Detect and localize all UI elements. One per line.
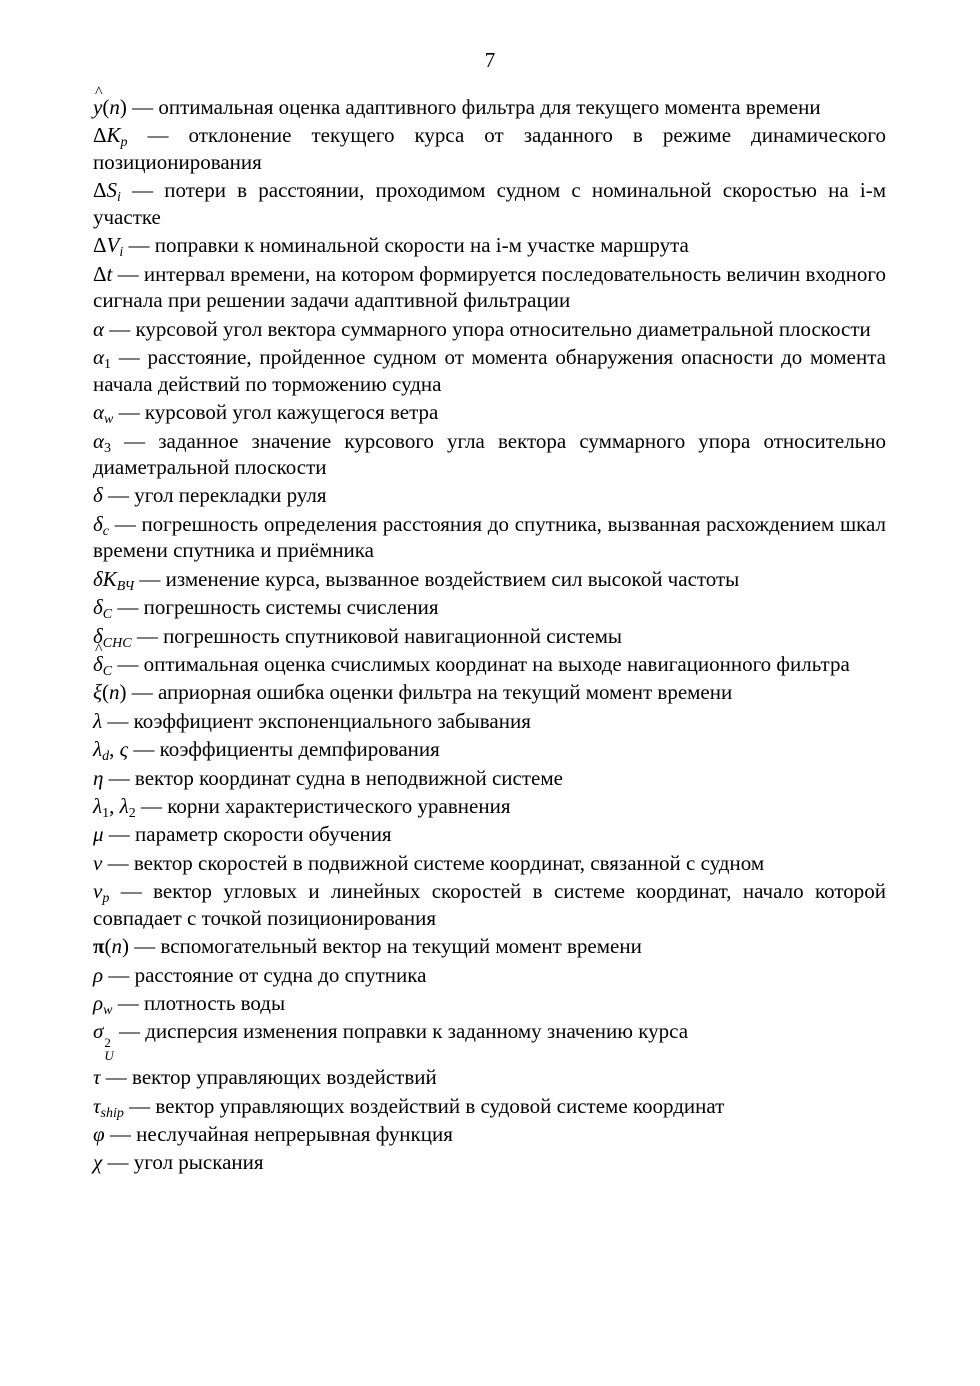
glossary-entry-delta-c — [93, 511, 886, 564]
glossary-entry-mu — [93, 821, 886, 848]
entry-definition: — отклонение текущего курса от заданного в режиме динамического позиционирования — [93, 123, 886, 174]
entry-definition: — априорная ошибка оценки фильтра на текущий момент времени — [126, 680, 733, 705]
entry-definition: — вектор управляющих воздействий — [100, 1065, 437, 1090]
entry-definition: — погрешность спутниковой навигационной системы — [131, 623, 622, 648]
glossary-entry-delta-t — [93, 261, 886, 314]
entry-definition: — интервал времени, на котором формируется последовательность величин входного сигнала при решении задачи адаптивной фильтрации — [93, 261, 886, 313]
glossary-entry-delta-sns — [93, 623, 886, 650]
entry-symbol: $\delta_C$ — [93, 595, 113, 623]
entry-definition: — курсовой угол кажущегося ветра — [113, 400, 439, 425]
entry-symbol: $\delta_c$ — [93, 511, 109, 539]
entry-symbol: χ — [93, 1150, 103, 1175]
entry-definition: — плотность воды — [112, 990, 286, 1015]
entry-definition: — коэффициент экспоненциального забывания — [102, 708, 531, 733]
entry-symbol: $\Delta K_p$ — [93, 123, 128, 151]
entry-symbol: τ — [93, 1065, 101, 1090]
glossary-entry-eta — [93, 765, 886, 792]
entry-symbol: α — [93, 316, 105, 341]
glossary-entry-delta-c-hat — [93, 651, 886, 678]
entry-symbol: $\Delta S_i$ — [93, 178, 121, 206]
entry-definition: — вспомогательный вектор на текущий момент времени — [129, 934, 642, 959]
entry-symbol: $\lambda_d$, ς — [93, 737, 129, 765]
entry-symbol: $\delta K_{ВЧ}$ — [93, 566, 135, 594]
glossary-entry-nu-p — [93, 878, 886, 931]
glossary-entry-nu — [93, 850, 886, 877]
glossary-entry-rho — [93, 962, 886, 989]
entry-symbol: η — [93, 765, 104, 790]
entry-symbol: μ — [93, 822, 104, 847]
entry-definition: — коэффициенты демпфирования — [128, 737, 440, 762]
entry-symbol: ν — [93, 850, 103, 875]
entry-symbol: ξ(n) — [93, 680, 127, 705]
entry-symbol: ^ $\delta_C$ — [93, 652, 112, 676]
glossary-entry-delta — [93, 482, 886, 509]
entry-symbol: $\delta_{СНС}$ — [93, 623, 132, 651]
entry-symbol: $\Delta V_i$ — [93, 233, 124, 261]
glossary-entry-alpha-3 — [93, 428, 886, 481]
entry-symbol: $\alpha_w$ — [93, 400, 114, 428]
glossary-entry-lambda-d — [93, 736, 886, 763]
entry-definition: — вектор скоростей в подвижной системе координат, связанной с судном — [102, 850, 765, 875]
glossary-entry-alpha — [93, 316, 886, 343]
entry-definition: — поправки к номинальной скорости на i-м участке маршрута — [123, 233, 689, 258]
entry-symbol: π(n) — [93, 934, 130, 959]
glossary-entry-pi — [93, 933, 886, 960]
entry-symbol: $\nu_p$ — [93, 879, 110, 907]
glossary-entry-lambda-roots — [93, 793, 886, 820]
entry-definition: — вектор угловых и линейных скоростей в системе координат, начало которой совпадает с точкой позиционирования — [93, 879, 886, 930]
page-number: 7 — [484, 48, 496, 72]
glossary-entry-alpha-w — [93, 399, 886, 426]
entry-symbol: ^ y(n) — [93, 95, 127, 119]
entry-definition: — погрешность определения расстояния до спутника, вызванная расхождением шкал времени спутника и приёмника — [93, 511, 886, 563]
entry-symbol: φ — [93, 1121, 105, 1146]
entry-symbol: $\alpha_3$ — [93, 428, 112, 456]
entry-symbol: Δt — [93, 261, 113, 286]
entry-symbol: σ 2 U — [93, 1019, 114, 1064]
entry-symbol: $\lambda_1$, $\lambda_2$ — [93, 793, 136, 821]
glossary-entry-y-hat — [93, 94, 886, 121]
entry-symbol: ρ — [93, 962, 104, 987]
entry-definition: — оптимальная оценка адаптивного фильтра для текущего момента времени — [126, 95, 821, 119]
entry-definition: — неслучайная непрерывная функция — [104, 1121, 453, 1146]
entry-definition: — дисперсия изменения поправки к заданному значению курса — [113, 1019, 689, 1044]
glossary-entry-alpha-1 — [93, 344, 886, 397]
entry-definition: — вектор управляющих воздействий в судовой системе координат — [123, 1093, 725, 1118]
entry-definition: — угол рыскания — [102, 1150, 264, 1175]
glossary-entry-delta-si — [93, 177, 886, 230]
entry-definition: — параметр скорости обучения — [103, 822, 392, 847]
entry-symbol: δ — [93, 483, 103, 508]
glossary-entry-rho-w — [93, 990, 886, 1017]
symbol-glossary — [93, 94, 886, 1178]
entry-definition: — погрешность системы счисления — [112, 595, 439, 620]
glossary-entry-tau — [93, 1064, 886, 1091]
entry-definition: — угол перекладки руля — [102, 483, 327, 508]
entry-symbol: λ — [93, 708, 103, 733]
glossary-entry-sigma-u — [93, 1018, 886, 1062]
glossary-entry-xi — [93, 679, 886, 706]
glossary-entry-phi — [93, 1121, 886, 1148]
entry-symbol: $\rho_w$ — [93, 990, 113, 1018]
glossary-entry-lambda — [93, 708, 886, 735]
entry-definition: — изменение курса, вызванное воздействием сил высокой частоты — [134, 566, 740, 591]
entry-definition: — корни характеристического уравнения — [135, 793, 511, 818]
glossary-entry-delta-kp — [93, 122, 886, 175]
glossary-entry-delta-C — [93, 594, 886, 621]
entry-definition: — потери в расстоянии, проходимом судном с номинальной скоростью на i-м участке — [93, 178, 886, 229]
glossary-entry-tau-ship — [93, 1093, 886, 1120]
entry-definition: — вектор координат судна в неподвижной системе — [103, 765, 563, 790]
glossary-entry-delta-vi — [93, 232, 886, 259]
entry-definition: — оптимальная оценка счислимых координат на выходе навигационного фильтра — [112, 652, 850, 677]
entry-definition: — расстояние, пройденное судном от момента обнаружения опасности до момента начала действий по торможению судна — [93, 345, 886, 396]
entry-symbol: $\tau_{ship}$ — [93, 1093, 124, 1121]
glossary-entry-chi — [93, 1149, 886, 1176]
entry-symbol: $\alpha_1$ — [93, 345, 112, 373]
entry-definition: — заданное значение курсового угла вектора суммарного упора относительно диаметральной плоскости — [93, 428, 886, 480]
entry-definition: — расстояние от судна до спутника — [103, 962, 427, 987]
entry-definition: — курсовой угол вектора суммарного упора относительно диаметральной плоскости — [104, 316, 871, 341]
glossary-entry-delta-k-hf — [93, 566, 886, 593]
